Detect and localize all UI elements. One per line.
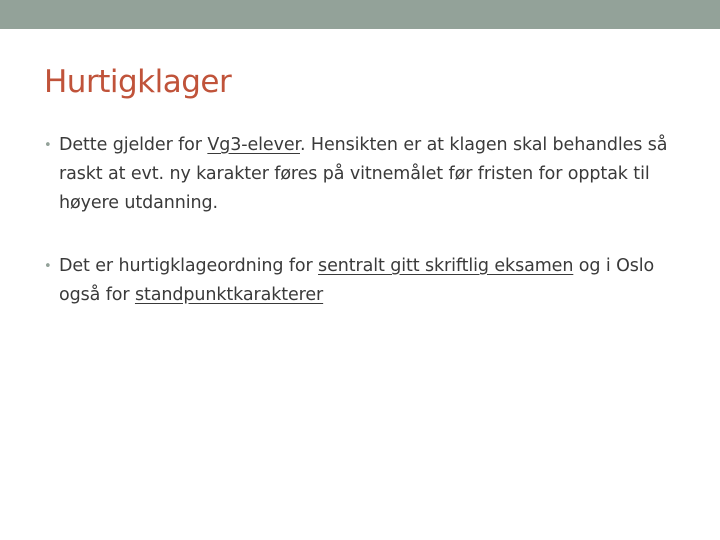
standpunktkarakterer-link[interactable]: standpunktkarakterer (134, 285, 324, 305)
vg3-elever-link[interactable]: Vg3-elever (207, 135, 300, 155)
bullet-point-icon: • (44, 138, 52, 153)
bullet-item-hurtigklage (44, 252, 694, 310)
bullet-text-intro: Dette gjelder for (59, 135, 208, 155)
slide-title: Hurtigklager (44, 64, 232, 100)
sentralt-gitt-eksamen-link[interactable]: sentralt gitt skriftlig eksamen (318, 256, 574, 276)
bullet-text-intro: Det er hurtigklageordning for (59, 256, 319, 276)
bullet-text-middle: og i Oslo også for (59, 256, 655, 305)
bullet-list (44, 131, 694, 310)
bullet-item-vg3 (44, 131, 694, 218)
top-color-band (0, 0, 720, 29)
bullet-point-icon: • (44, 259, 52, 274)
bullet-text-rest: . Hensikten er at klagen skal behandles så raskt at evt. ny karakter føres på vitnemålet før fristen for opptak til høyere utdanning. (59, 135, 668, 213)
